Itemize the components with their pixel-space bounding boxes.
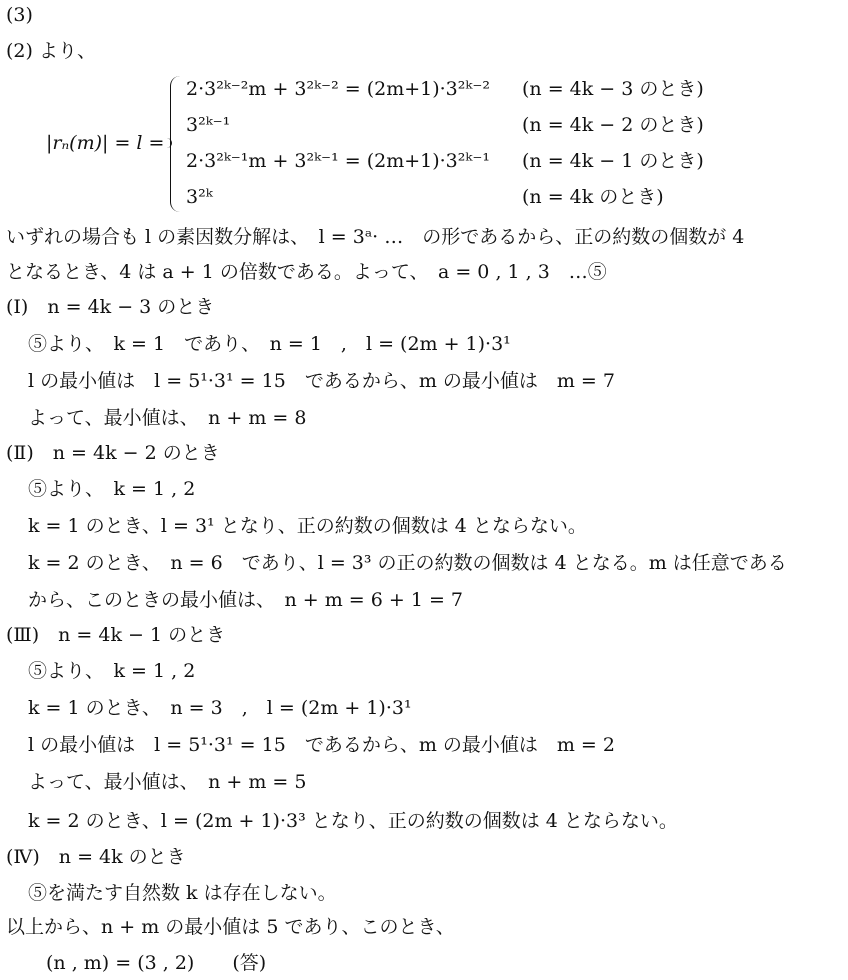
case-heading-1: (Ⅰ) n = 4k − 3 のとき (6, 296, 215, 318)
case-3-expr: 2·3²ᵏ⁻¹m + 3²ᵏ⁻¹ = (2m+1)·3²ᵏ⁻¹ (186, 150, 490, 172)
final-answer: (n , m) = (3 , 2) (答) (46, 952, 267, 974)
text-line: となるとき、4 は a + 1 の倍数である。よって、 a = 0 , 1 , 3 …⑤ (6, 261, 607, 283)
intro-line: (2) より、 (6, 40, 96, 62)
case-1-expr: 2·3²ᵏ⁻²m + 3²ᵏ⁻² = (2m+1)·3²ᵏ⁻² (186, 78, 490, 100)
text-line: から、このときの最小値は、 n + m = 6 + 1 = 7 (28, 589, 464, 611)
text-line: ⑤より、 k = 1 , 2 (28, 478, 196, 500)
conclusion-line: 以上から、n + m の最小値は 5 であり、このとき、 (6, 916, 455, 938)
equation-lhs: |rₙ(m)| = l = (46, 132, 165, 154)
text-line: l の最小値は l = 5¹·3¹ = 15 であるから、m の最小値は m = 7 (28, 370, 615, 392)
text-line: よって、最小値は、 n + m = 8 (28, 407, 307, 429)
case-heading-2: (Ⅱ) n = 4k − 2 のとき (6, 442, 220, 464)
text-line: k = 1 のとき、 n = 3 , l = (2m + 1)·3¹ (28, 697, 412, 719)
left-brace (170, 76, 185, 212)
text-line: いずれの場合も l の素因数分解は、 l = 3ᵃ· … の形であるから、正の約数の個数が 4 (6, 226, 745, 248)
case-heading-3: (Ⅲ) n = 4k − 1 のとき (6, 624, 226, 646)
text-line: ⑤を満たす自然数 k は存在しない。 (28, 882, 337, 904)
text-line: ⑤より、 k = 1 であり、 n = 1 , l = (2m + 1)·3¹ (28, 333, 511, 355)
case-heading-4: (Ⅳ) n = 4k のとき (6, 846, 186, 868)
text-line: k = 2 のとき、l = (2m + 1)·3³ となり、正の約数の個数は 4 とならない。 (28, 810, 678, 832)
case-2-cond: (n = 4k − 2 のとき) (522, 114, 704, 136)
case-1-cond: (n = 4k − 3 のとき) (522, 78, 704, 100)
text-line: k = 2 のとき、 n = 6 であり、l = 3³ の正の約数の個数は 4 となる。m は任意である (28, 552, 787, 574)
case-4-expr: 3²ᵏ (186, 186, 213, 208)
case-2-expr: 3²ᵏ⁻¹ (186, 114, 231, 136)
text-line: k = 1 のとき、l = 3¹ となり、正の約数の個数は 4 とならない。 (28, 515, 587, 537)
text-line: よって、最小値は、 n + m = 5 (28, 771, 307, 793)
case-3-cond: (n = 4k − 1 のとき) (522, 150, 704, 172)
part-label: (3) (6, 4, 33, 26)
text-line: ⑤より、 k = 1 , 2 (28, 660, 196, 682)
text-line: l の最小値は l = 5¹·3¹ = 15 であるから、m の最小値は m = 2 (28, 734, 615, 756)
case-4-cond: (n = 4k のとき) (522, 186, 664, 208)
